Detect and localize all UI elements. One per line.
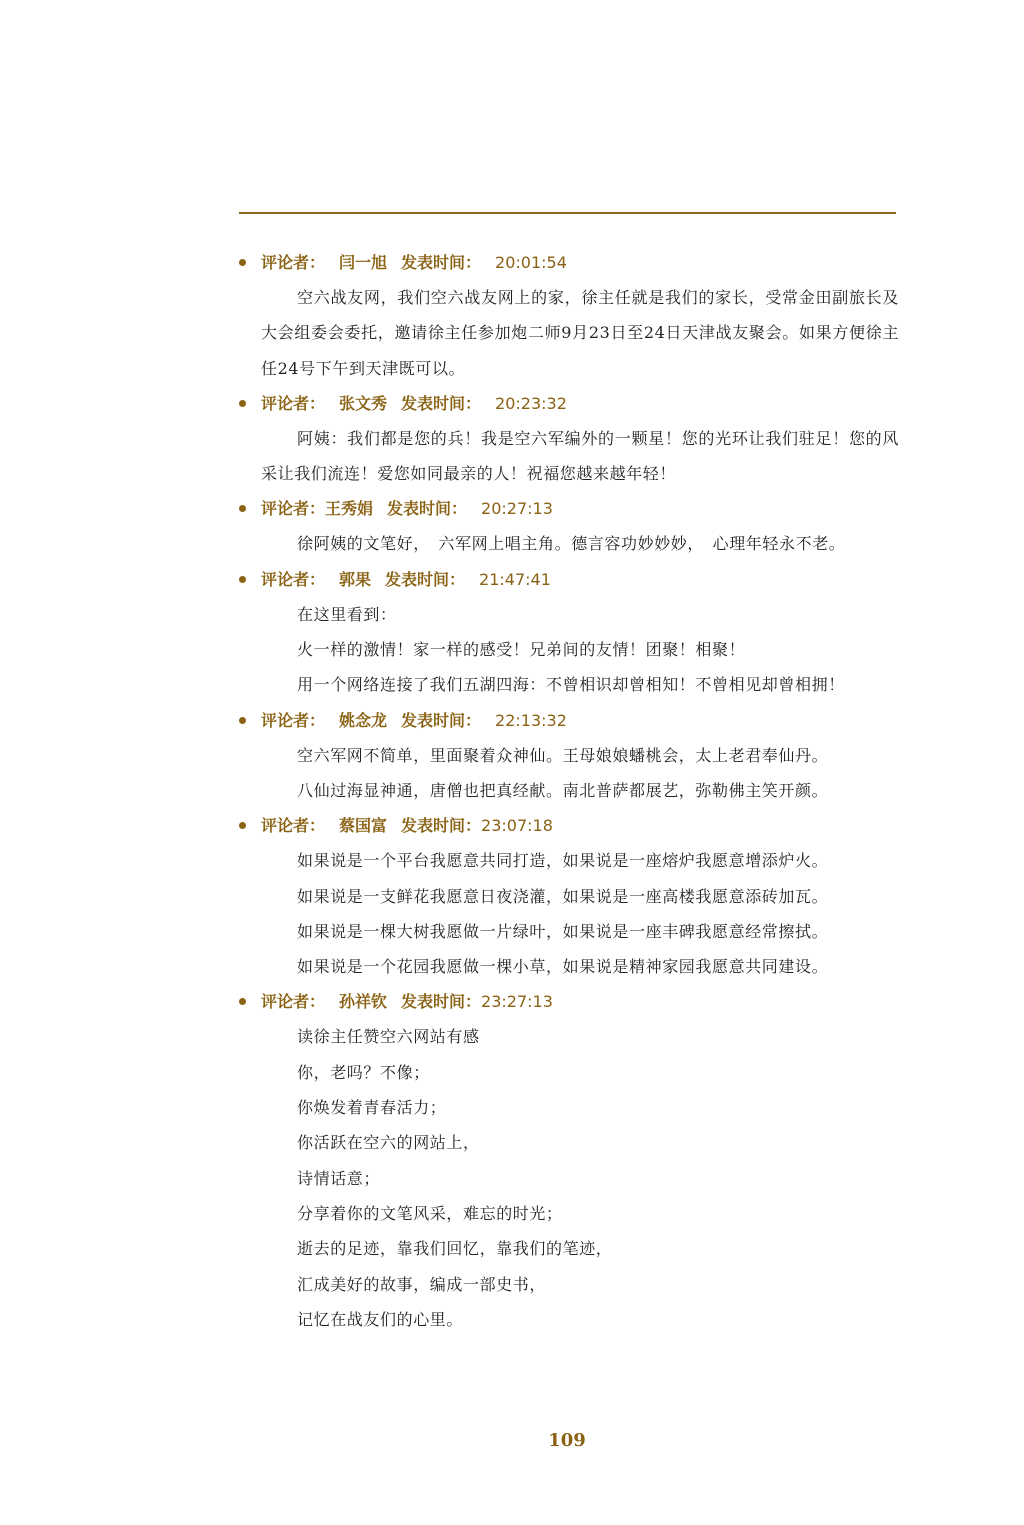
comment-line: 火一样的激情！家一样的感受！兄弟间的友情！团聚！相聚！ bbox=[297, 640, 746, 660]
comment-line: 你焕发着青春活力； bbox=[297, 1098, 447, 1118]
comment-header bbox=[239, 491, 899, 526]
comment-line: 空六军网不简单，里面聚着众神仙。王母娘娘蟠桃会，太上老君奉仙丹。 bbox=[297, 745, 829, 765]
comment-body bbox=[239, 280, 899, 386]
commenter-label: 评论者： bbox=[261, 992, 326, 1012]
posted-time: 21:47:41 bbox=[479, 569, 551, 589]
comment-header bbox=[239, 562, 899, 597]
comment-line: 你，老吗？不像； bbox=[297, 1062, 430, 1082]
commenter-label: 评论者： bbox=[261, 569, 326, 589]
comment-line: 分享着你的文笔风采，难忘的时光； bbox=[297, 1203, 563, 1223]
comment bbox=[239, 808, 899, 984]
comment-line: 如果说是一个平台我愿意共同打造，如果说是一座熔炉我愿意增添炉火。 bbox=[297, 851, 829, 871]
comment-line: 你活跃在空六的网站上， bbox=[297, 1133, 480, 1153]
commenter-name: 张文秀 bbox=[339, 393, 388, 413]
comment-header bbox=[239, 245, 899, 280]
comment bbox=[239, 562, 899, 703]
comment-line: 诗情话意； bbox=[297, 1168, 381, 1188]
posted-time: 22:13:32 bbox=[495, 710, 567, 730]
commenter-label: 评论者： bbox=[261, 499, 326, 519]
comment-line: 八仙过海显神通，唐僧也把真经献。南北普萨都展艺，弥勒佛主笑开颜。 bbox=[297, 780, 829, 800]
comment-line: 汇成美好的故事，编成一部史书， bbox=[297, 1274, 547, 1294]
comment bbox=[239, 984, 899, 1337]
posted-time-label: 发表时间： bbox=[401, 816, 482, 836]
comment-header bbox=[239, 984, 899, 1019]
comment bbox=[239, 491, 899, 561]
bullet-dot-icon bbox=[239, 400, 246, 407]
comment-list bbox=[239, 245, 899, 1337]
comment-header bbox=[239, 808, 899, 843]
posted-time-label: 发表时间： bbox=[401, 393, 482, 413]
posted-time-label: 发表时间： bbox=[385, 569, 466, 589]
comment-line: 徐阿姨的文笔好， 六军网上唱主角。德言容功妙妙妙， 心理年轻永不老。 bbox=[297, 534, 846, 554]
bullet-dot-icon bbox=[239, 717, 246, 724]
posted-time: 20:01:54 bbox=[495, 253, 567, 272]
comment-header bbox=[239, 703, 899, 738]
posted-time-label: 发表时间： bbox=[401, 710, 482, 730]
commenter-name: 姚念龙 bbox=[339, 710, 388, 730]
comment-body bbox=[239, 526, 899, 561]
comment-line: 记忆在战友们的心里。 bbox=[297, 1309, 464, 1329]
commenter-label: 评论者： bbox=[261, 816, 326, 836]
commenter-name: 郭果 bbox=[339, 569, 372, 589]
comment-body bbox=[239, 1019, 899, 1337]
header-rule bbox=[239, 212, 896, 214]
comment-line: 如果说是一棵大树我愿做一片绿叶，如果说是一座丰碑我愿意经常擦拭。 bbox=[297, 921, 829, 941]
commenter-name: 王秀娟 bbox=[325, 499, 374, 519]
posted-time-label: 发表时间： bbox=[387, 499, 468, 519]
comment bbox=[239, 245, 899, 386]
bullet-dot-icon bbox=[239, 822, 246, 829]
posted-time-label: 发表时间： bbox=[401, 992, 482, 1012]
comment-line: 读徐主任赞空六网站有感 bbox=[297, 1027, 480, 1047]
commenter-name: 蔡国富 bbox=[339, 816, 388, 836]
page-number: 109 bbox=[548, 1430, 586, 1451]
bullet-dot-icon bbox=[239, 998, 246, 1005]
posted-time: 20:27:13 bbox=[481, 499, 553, 519]
comment bbox=[239, 386, 899, 492]
bullet-dot-icon bbox=[239, 259, 246, 266]
comment-line: 逝去的足迹，靠我们回忆，靠我们的笔迹， bbox=[297, 1239, 613, 1259]
comment-line: 用一个网络连接了我们五湖四海：不曾相识却曾相知！不曾相见却曾相拥！ bbox=[297, 675, 845, 695]
comment-text: 空六战友网，我们空六战友网上的家，徐主任就是我们的家长，受常金田副旅长及大会组委会委托，邀请徐主任参加炮二师9月23日至24日天津战友聚会。如果方便徐主任24号下午到天津既可以。 bbox=[261, 288, 899, 378]
posted-time: 23:27:13 bbox=[481, 992, 553, 1012]
posted-time: 20:23:32 bbox=[495, 393, 567, 413]
posted-time: 23:07:18 bbox=[481, 816, 553, 836]
comment-body bbox=[239, 843, 899, 984]
comment-body bbox=[239, 597, 899, 703]
commenter-label: 评论者： bbox=[261, 710, 326, 730]
commenter-label: 评论者： bbox=[261, 253, 326, 272]
comment-body bbox=[239, 738, 899, 809]
comment-line: 如果说是一个花园我愿做一棵小草，如果说是精神家园我愿意共同建设。 bbox=[297, 957, 829, 977]
comment bbox=[239, 703, 899, 809]
commenter-name: 孙祥钦 bbox=[339, 992, 388, 1012]
commenter-name: 闫一旭 bbox=[339, 253, 388, 272]
comment-line: 如果说是一支鲜花我愿意日夜浇灌，如果说是一座高楼我愿意添砖加瓦。 bbox=[297, 886, 829, 906]
comment-header bbox=[239, 386, 899, 421]
bullet-dot-icon bbox=[239, 505, 246, 512]
comment-body bbox=[239, 421, 899, 492]
comment-line: 在这里看到： bbox=[297, 604, 397, 624]
posted-time-label: 发表时间： bbox=[401, 253, 482, 272]
commenter-label: 评论者： bbox=[261, 393, 326, 413]
comment-text: 阿姨：我们都是您的兵！我是空六军编外的一颗星！您的光环让我们驻足！您的风采让我们流连！爱您如同最亲的人！祝福您越来越年轻！ bbox=[261, 428, 899, 484]
bullet-dot-icon bbox=[239, 576, 246, 583]
